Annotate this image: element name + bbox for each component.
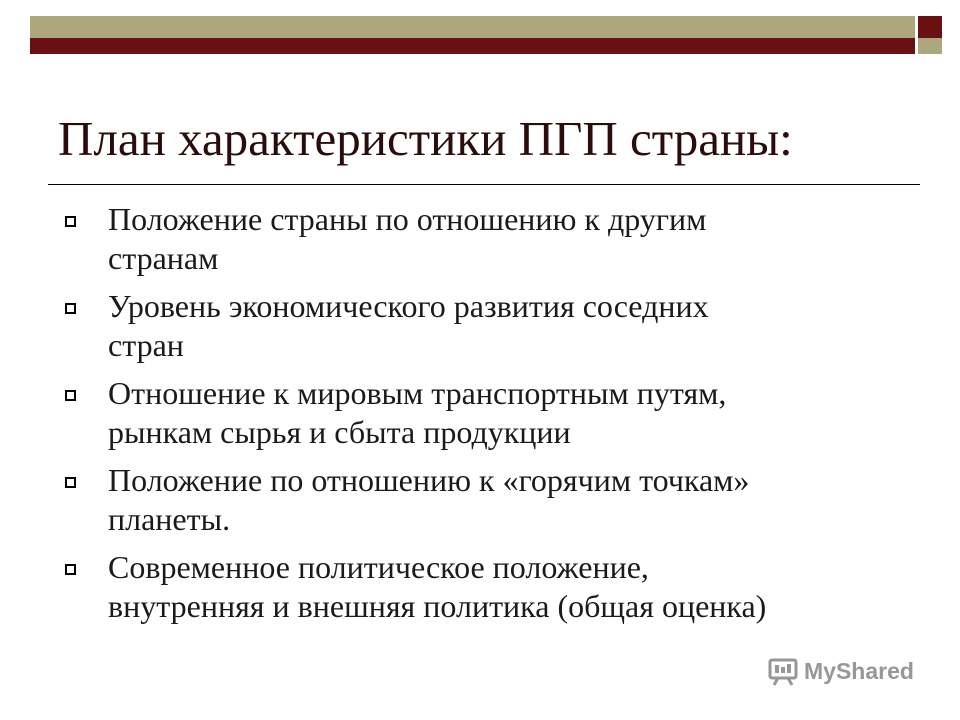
square-bullet-icon: [65, 303, 76, 314]
header-square-olive: [918, 38, 942, 54]
title-divider: [48, 184, 920, 185]
square-bullet-icon: [65, 477, 76, 488]
bullet-line-2: планеты.: [108, 501, 231, 537]
watermark-text: MyShared: [804, 657, 914, 684]
bullet-line-1: Положение страны по отношению к другим: [108, 201, 707, 237]
bullet-line-2: странам: [108, 240, 219, 276]
bullet-item: [62, 287, 902, 365]
header-bar-olive: [30, 16, 915, 38]
bullet-line-2: рынкам сырья и сбыта продукции: [108, 414, 571, 450]
square-bullet-icon: [65, 564, 76, 575]
header-square-maroon: [918, 16, 942, 38]
bullet-item: [62, 200, 902, 278]
bullet-item: [62, 461, 902, 539]
bullet-item: [62, 374, 902, 452]
bullet-line-1: Современное политическое положение,: [108, 549, 649, 585]
slide-title: План характеристики ПГП страны:: [58, 111, 793, 166]
bullet-item: [62, 548, 902, 626]
square-bullet-icon: [65, 216, 76, 227]
square-bullet-icon: [65, 390, 76, 401]
bullet-line-1: Отношение к мировым транспортным путям,: [108, 375, 727, 411]
bullet-line-1: Уровень экономического развития соседних: [108, 288, 709, 324]
myshared-watermark: [768, 656, 914, 686]
bullet-line-1: Положение по отношению к «горячим точкам»: [108, 462, 750, 498]
bullet-line-2: стран: [108, 327, 184, 363]
bullet-list: [62, 200, 902, 635]
bullet-line-2: внутренняя и внешняя политика (общая оценка): [108, 588, 767, 624]
header-bar-maroon: [30, 38, 915, 54]
presentation-board-icon: [768, 656, 798, 686]
